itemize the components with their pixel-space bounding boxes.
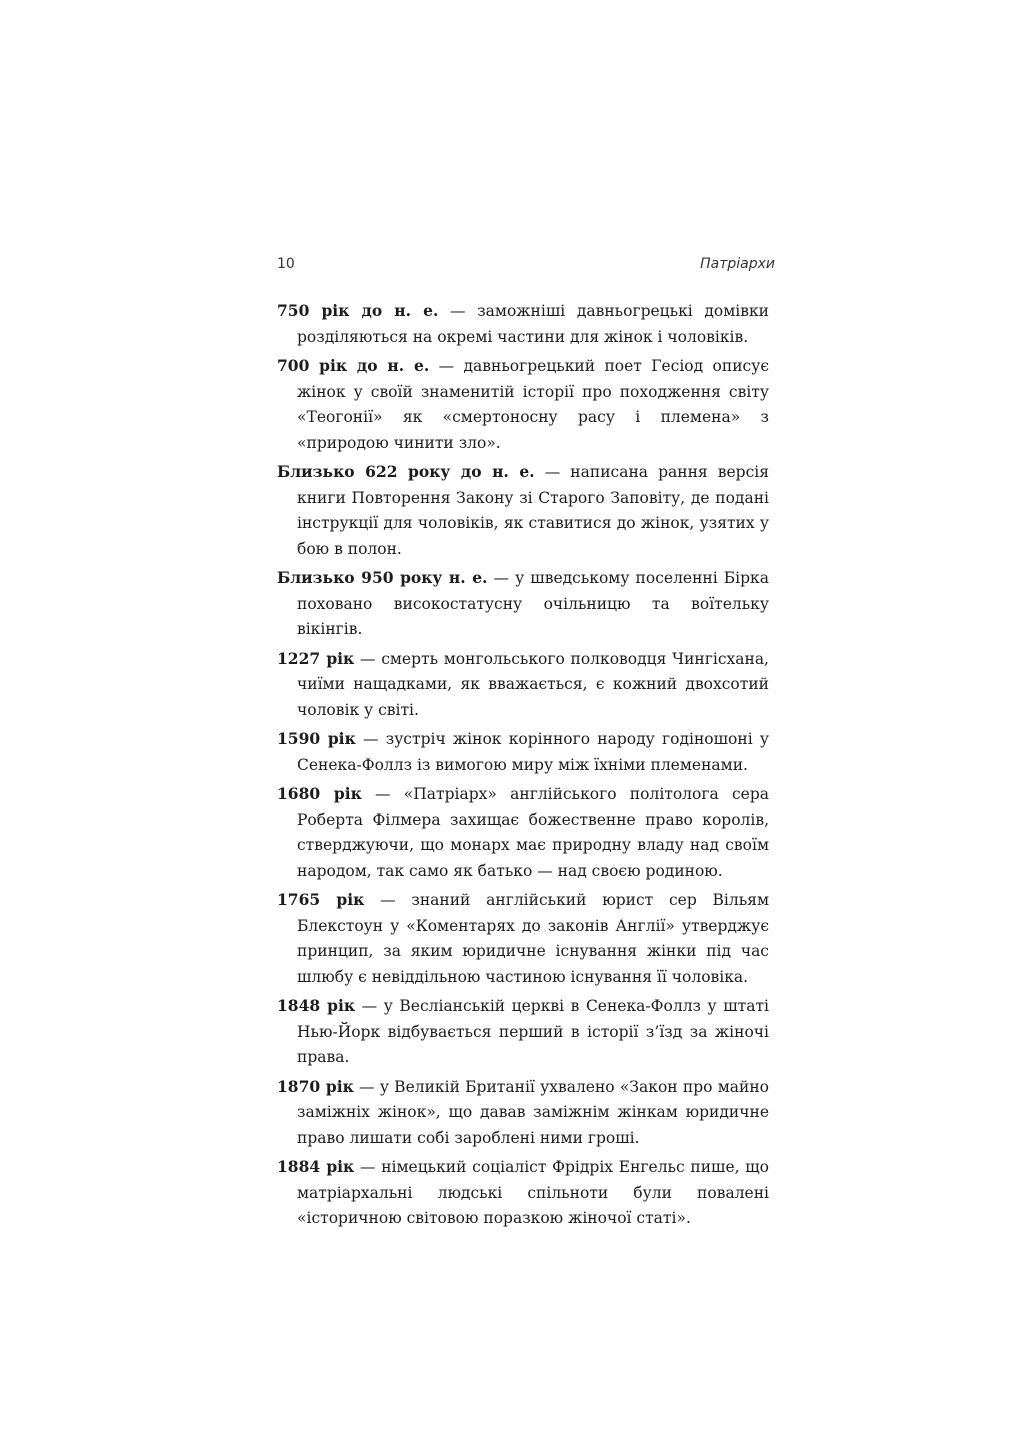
entry-dash: — (355, 730, 386, 748)
entry-date: 700 рік до н. е. (277, 356, 430, 375)
entry-dash: — (361, 785, 404, 803)
timeline-entry (277, 298, 769, 350)
entry-dash: — (534, 463, 571, 481)
timeline-entry (277, 993, 769, 1071)
entry-text: заможніші давньогрецькі домівки розділяються на окремі частини для жінок і чоловіків. (297, 302, 770, 346)
entry-date: 1848 рік (277, 996, 356, 1015)
entry-text: знаний англійський юрист сер Вільям Блекстоун у «Коментарях до законів Англії» утверджує принцип, за яким юридичне існування жінки під час шлюбу є невіддільною частиною існування її чоловіка. (297, 891, 769, 986)
timeline-entry (277, 565, 769, 643)
entry-dash: — (429, 357, 464, 375)
entry-date: 1227 рік (277, 648, 355, 668)
entry-dash: — (438, 302, 478, 320)
entry-text: німецький соціаліст Фрідріх Енгельс пише, що матріархальні людські спільноти були повалені «історичною світовою поразкою жіночої статі». (297, 1158, 769, 1227)
entry-dash: — (355, 997, 384, 1015)
entry-text: у Великій Британії ухвалено «Закон про майно заміжніх жінок», що давав заміжнім жінкам юридичне право лишати собі зароблені ними гроші. (297, 1077, 769, 1147)
timeline (277, 298, 769, 1235)
timeline-entry (277, 1154, 769, 1232)
entry-text: давньогрецький поет Гесіод описує жінок у своїй знаменитій історії про походження світу «Теогонії» як «смертоносну расу і племена» з «природою чинити зло». (297, 357, 770, 452)
timeline-entry (277, 887, 769, 990)
entry-date: Близько 950 року н. е. (277, 568, 488, 587)
entry-dash: — (364, 891, 412, 909)
entry-date: Близько 622 року до н. е. (277, 462, 535, 481)
page-header (277, 256, 775, 278)
entry-text: у шведському поселенні Бірка поховано високостатусну очільницю та воїтельку вікінгів. (297, 569, 769, 638)
entry-date: 1870 рік (277, 1076, 354, 1096)
timeline-entry (277, 459, 769, 562)
entry-dash: — (487, 569, 516, 587)
timeline-entry (277, 1074, 769, 1152)
entry-text: написана рання версія книги Повторення Закону зі Старого Заповіту, де подані інструкції для чоловіків, як ставитися до жінок, узятих у бою в полон. (297, 463, 770, 558)
timeline-entry (277, 353, 769, 456)
entry-date: 1590 рік (277, 729, 356, 748)
entry-date: 750 рік до н. е. (277, 301, 439, 320)
entry-dash: — (354, 1158, 382, 1176)
entry-text: зустріч жінок корінного народу годіношоні у Сенека-Фоллз із вимогою миру між їхніми племенами. (297, 730, 769, 774)
entry-dash: — (353, 1077, 380, 1096)
entry-dash: — (354, 649, 382, 668)
entry-date: 1884 рік (277, 1157, 355, 1176)
timeline-entry (277, 646, 769, 724)
entry-text: «Патріарх» англійського політолога сера Роберта Філмера захищає божественне право королів, стверджуючи, що монарх має природну владу над своїм народом, так само як батько — над своєю родиною. (297, 785, 769, 880)
running-title: Патріархи (700, 256, 775, 272)
entry-date: 1765 рік (277, 890, 365, 909)
entry-text: смерть монгольського полководця Чингісхана, чиїми нащадками, як вважається, є кожний двохсотий чоловік у світі. (297, 649, 769, 719)
entry-date: 1680 рік (277, 784, 362, 803)
entry-text: у Весліанській церкві в Сенека-Фоллз у штаті Нью-Йорк відбувається перший в історії з’їзд за жіночі права. (297, 997, 769, 1066)
timeline-entry (277, 726, 769, 778)
page-number: 10 (277, 256, 295, 272)
timeline-entry (277, 781, 769, 884)
